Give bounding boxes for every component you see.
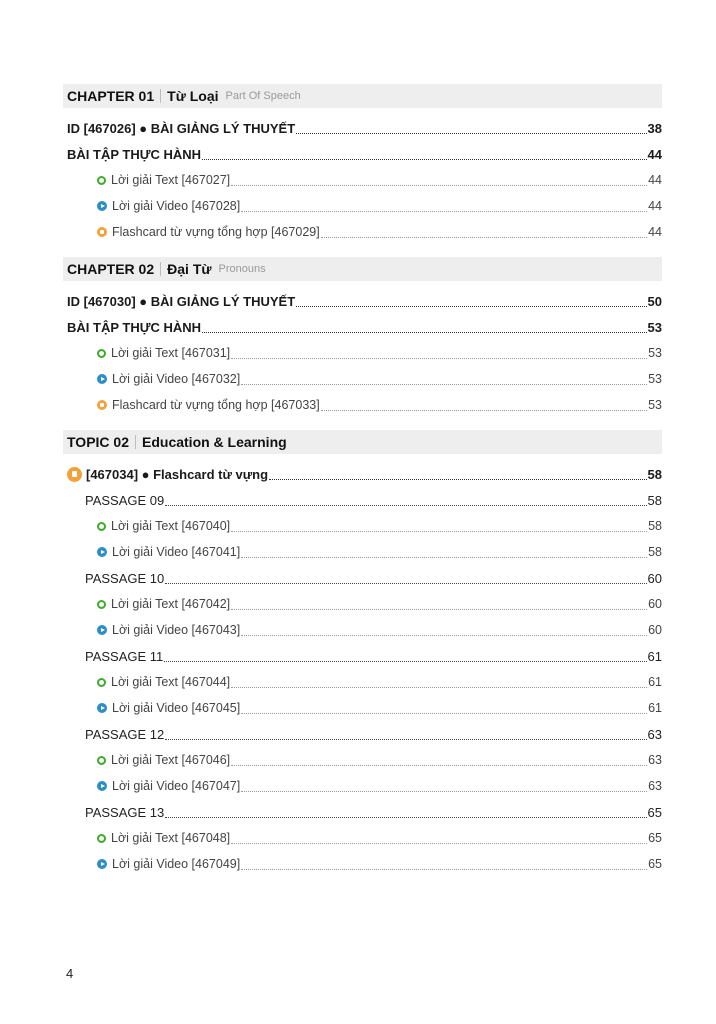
entry-text: PASSAGE 09	[85, 492, 165, 508]
page-ref: 61	[648, 701, 662, 715]
dot-leader	[202, 159, 646, 160]
flashcard-icon	[67, 467, 82, 482]
entry-text: Lời giải Text [467046]	[111, 753, 231, 767]
text-solution-icon	[97, 349, 106, 358]
toc-entry-text-solution[interactable]	[63, 591, 662, 617]
text-solution-icon	[97, 834, 106, 843]
entry-text: PASSAGE 13	[85, 804, 165, 820]
page-ref: 38	[647, 120, 662, 136]
page-ref: 65	[648, 831, 662, 845]
dot-leader	[296, 133, 646, 134]
table-of-contents	[63, 84, 662, 877]
page-ref: 44	[647, 146, 662, 162]
video-solution-icon	[97, 781, 107, 791]
entry-text: ID [467026] ● BÀI GIẢNG LÝ THUYẾT	[67, 120, 296, 136]
entry-text: Lời giải Text [467048]	[111, 831, 231, 845]
page-ref: 53	[648, 346, 662, 360]
page-ref: 63	[648, 753, 662, 767]
header-divider	[160, 89, 161, 103]
dot-leader	[269, 479, 647, 480]
toc-entry-lecture[interactable]	[63, 115, 662, 141]
text-solution-icon	[97, 678, 106, 687]
text-solution-icon	[97, 600, 106, 609]
video-solution-icon	[97, 201, 107, 211]
chapter-subtitle: Pronouns	[218, 263, 266, 275]
toc-entry-passage[interactable]	[63, 487, 662, 513]
entry-text: Lời giải Video [467028]	[112, 199, 241, 213]
chapter-02-header	[63, 257, 662, 281]
dot-leader	[241, 635, 647, 636]
topic-02-header	[63, 430, 662, 454]
entry-text: BÀI TẬP THỰC HÀNH	[67, 146, 202, 162]
section-spacer	[63, 245, 662, 257]
toc-entry-practice[interactable]	[63, 141, 662, 167]
video-solution-icon	[97, 703, 107, 713]
page-ref: 58	[647, 466, 662, 482]
page-ref: 53	[647, 319, 662, 335]
page-ref: 61	[648, 675, 662, 689]
entry-text: PASSAGE 10	[85, 570, 165, 586]
dot-leader	[165, 817, 646, 818]
dot-leader	[165, 583, 646, 584]
entry-text: Lời giải Text [467044]	[111, 675, 231, 689]
toc-entry-video-solution[interactable]	[63, 617, 662, 643]
toc-entry-video-solution[interactable]	[63, 695, 662, 721]
dot-leader	[241, 791, 647, 792]
dot-leader	[241, 557, 647, 558]
topic-title: Education & Learning	[142, 434, 287, 450]
dot-leader	[231, 843, 647, 844]
dot-leader	[321, 410, 647, 411]
page-ref: 63	[648, 779, 662, 793]
toc-entry-text-solution[interactable]	[63, 669, 662, 695]
video-solution-icon	[97, 374, 107, 384]
chapter-label: CHAPTER 02	[67, 261, 155, 277]
toc-entry-video-solution[interactable]	[63, 773, 662, 799]
entry-text: Flashcard từ vựng tổng hợp [467029]	[112, 225, 320, 239]
entry-text: Lời giải Video [467045]	[112, 701, 241, 715]
page-ref: 44	[648, 173, 662, 187]
entry-text: Flashcard từ vựng tổng hợp [467033]	[112, 398, 320, 412]
dot-leader	[231, 609, 647, 610]
dot-leader	[241, 211, 647, 212]
dot-leader	[296, 306, 646, 307]
page-ref: 53	[648, 398, 662, 412]
page-ref: 65	[647, 804, 662, 820]
toc-entry-video-solution[interactable]	[63, 851, 662, 877]
entry-text: Lời giải Text [467040]	[111, 519, 231, 533]
video-solution-icon	[97, 625, 107, 635]
dot-leader	[241, 713, 647, 714]
dot-leader	[231, 687, 647, 688]
entry-text: Lời giải Video [467049]	[112, 857, 241, 871]
header-divider	[160, 262, 161, 276]
page-ref: 61	[647, 648, 662, 664]
chapter-label: CHAPTER 01	[67, 88, 155, 104]
page-ref: 44	[648, 225, 662, 239]
toc-entry-text-solution[interactable]	[63, 747, 662, 773]
video-solution-icon	[97, 547, 107, 557]
toc-entry-video-solution[interactable]	[63, 539, 662, 565]
header-divider	[135, 435, 136, 449]
dot-leader	[321, 237, 647, 238]
entry-text: Lời giải Video [467047]	[112, 779, 241, 793]
entry-text: [467034] ● Flashcard từ vựng	[86, 466, 269, 482]
page-ref: 50	[647, 293, 662, 309]
dot-leader	[231, 765, 647, 766]
section-spacer	[63, 418, 662, 430]
text-solution-icon	[97, 756, 106, 765]
toc-entry-topic-flashcard[interactable]	[63, 461, 662, 487]
page-ref: 58	[647, 492, 662, 508]
dot-leader	[165, 505, 646, 506]
dot-leader	[202, 332, 646, 333]
toc-entry-text-solution[interactable]	[63, 167, 662, 193]
toc-entry-flashcard[interactable]	[63, 219, 662, 245]
page-ref: 44	[648, 199, 662, 213]
toc-entry-passage[interactable]	[63, 721, 662, 747]
entry-text: PASSAGE 11	[85, 648, 164, 664]
page-ref: 58	[648, 519, 662, 533]
toc-entry-flashcard[interactable]	[63, 392, 662, 418]
entry-text: BÀI TẬP THỰC HÀNH	[67, 319, 202, 335]
toc-entry-video-solution[interactable]	[63, 366, 662, 392]
video-solution-icon	[97, 859, 107, 869]
chapter-subtitle: Part Of Speech	[225, 90, 301, 102]
chapter-title: Từ Loại	[167, 88, 219, 104]
dot-leader	[165, 739, 646, 740]
chapter-title: Đại Từ	[167, 261, 212, 277]
dot-leader	[241, 384, 647, 385]
toc-entry-practice[interactable]	[63, 314, 662, 340]
page-ref: 60	[648, 623, 662, 637]
toc-entry-lecture[interactable]	[63, 288, 662, 314]
entry-text: Lời giải Text [467042]	[111, 597, 231, 611]
page-number: 4	[66, 966, 74, 981]
entry-text: Lời giải Video [467032]	[112, 372, 241, 386]
topic-label: TOPIC 02	[67, 434, 129, 450]
chapter-01-header	[63, 84, 662, 108]
toc-entry-passage[interactable]	[63, 799, 662, 825]
page-ref: 65	[648, 857, 662, 871]
dot-leader	[241, 869, 647, 870]
entry-text: Lời giải Video [467043]	[112, 623, 241, 637]
entry-text: PASSAGE 12	[85, 726, 165, 742]
entry-text: ID [467030] ● BÀI GIẢNG LÝ THUYẾT	[67, 293, 296, 309]
dot-leader	[231, 185, 647, 186]
dot-leader	[231, 358, 647, 359]
entry-text: Lời giải Video [467041]	[112, 545, 241, 559]
toc-entry-passage[interactable]	[63, 565, 662, 591]
toc-entry-text-solution[interactable]	[63, 340, 662, 366]
flashcard-icon	[97, 400, 107, 410]
dot-leader	[164, 661, 646, 662]
page-ref: 60	[647, 570, 662, 586]
dot-leader	[231, 531, 647, 532]
toc-entry-text-solution[interactable]	[63, 513, 662, 539]
toc-entry-passage[interactable]	[63, 643, 662, 669]
page-ref: 58	[648, 545, 662, 559]
page-ref: 53	[648, 372, 662, 386]
entry-text: Lời giải Text [467031]	[111, 346, 231, 360]
toc-entry-text-solution[interactable]	[63, 825, 662, 851]
toc-entry-video-solution[interactable]	[63, 193, 662, 219]
text-solution-icon	[97, 522, 106, 531]
text-solution-icon	[97, 176, 106, 185]
page-ref: 60	[648, 597, 662, 611]
page-ref: 63	[647, 726, 662, 742]
flashcard-icon	[97, 227, 107, 237]
entry-text: Lời giải Text [467027]	[111, 173, 231, 187]
